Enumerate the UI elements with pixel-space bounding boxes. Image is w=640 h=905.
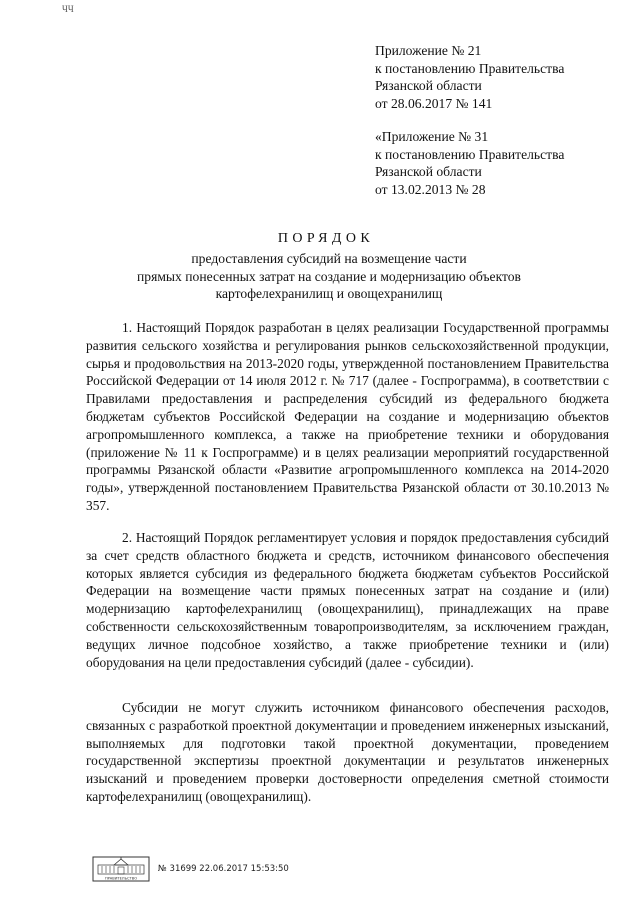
annex-line: Рязанской области (375, 164, 482, 179)
annex-line: Рязанской области (375, 78, 482, 93)
annex-line: от 13.02.2013 № 28 (375, 181, 486, 197)
government-building-stamp-icon (92, 856, 150, 882)
paragraph-3: Субсидии не могут служить источником финансового обеспечения расходов, связанных с разработкой проектной документации и проведением инженерных изысканий, выполняемых для подготовки такой проектной документации, проведением государственной экспертизы проектной документации и результатов инженерных изысканий и проведением проверки достоверности определения сметной стоимости картофелехранилищ (овощехранилищ). (86, 700, 609, 804)
annex-line: «Приложение № 31 (375, 129, 489, 144)
registration-footer (92, 856, 289, 882)
paragraph-2: 2. Настоящий Порядок регламентирует условия и порядок предоставления субсидий за счет средств областного бюджета и средств, источником финансового обеспечения которых является субсидия из федерального бюджета бюджетам субъектов Российской Федерации на возмещение части прямых понесенных затрат на создание и (или) модернизацию картофелехранилищ (овощехранилищ), принадлежащих на праве собственности сельскохозяйственным товаропроизводителям, за исключением граждан, ведущих личное подсобное хозяйство, а также приобретение техники и (или) оборудования на цели предоставления субсидий (далее - субсидии). (86, 530, 609, 670)
annex-line: Приложение № 21 (375, 43, 482, 58)
annex-line: от 28.06.2017 № 141 (375, 95, 493, 111)
annex-line: к постановлению Правительства (375, 60, 565, 76)
scan-mark: ЧЧ (62, 4, 74, 14)
document-subtitle (0, 250, 640, 303)
document-title: ПОРЯДОК (277, 231, 375, 246)
subtitle-line: картофелехранилищ и овощехранилищ (215, 286, 443, 302)
subtitle-line: предоставления субсидий на возмещение части (191, 251, 467, 266)
annex-line: к постановлению Правительства (375, 146, 565, 162)
annex-header-1 (375, 42, 564, 112)
paragraph-1: 1. Настоящий Порядок разработан в целях реализации Государственной программы развития сельского хозяйства и регулирования рынков сельскохозяйственной продукции, сырья и продовольствия на 2013-2020 годы, утвержденной постановлением Правительства Российской Федерации от 14 июля 2012 г. № 717 (далее - Госпрограмма), в соответствии с Правилами предоставления и распределения субсидий из федерального бюджета бюджетам субъектов Российской Федерации на создание и модернизацию объектов агропромышленного комплекса, а также на приобретение техники и оборудования (приложение № 11 к Госпрограмме) и в целях реализации мероприятий государственной программы Рязанской области «Развитие агропромышленного комплекса на 2014-2020 годы», утвержденной постановлением Правительства Рязанской области от 30.10.2013 № 357. (86, 320, 609, 513)
stamp-caption: ПРАВИТЕЛЬСТВО (104, 876, 138, 881)
subtitle-line: прямых понесенных затрат на создание и модернизацию объектов (137, 268, 521, 284)
registration-number: № 31699 22.06.2017 15:53:50 (158, 864, 289, 874)
annex-header-2 (375, 128, 564, 198)
